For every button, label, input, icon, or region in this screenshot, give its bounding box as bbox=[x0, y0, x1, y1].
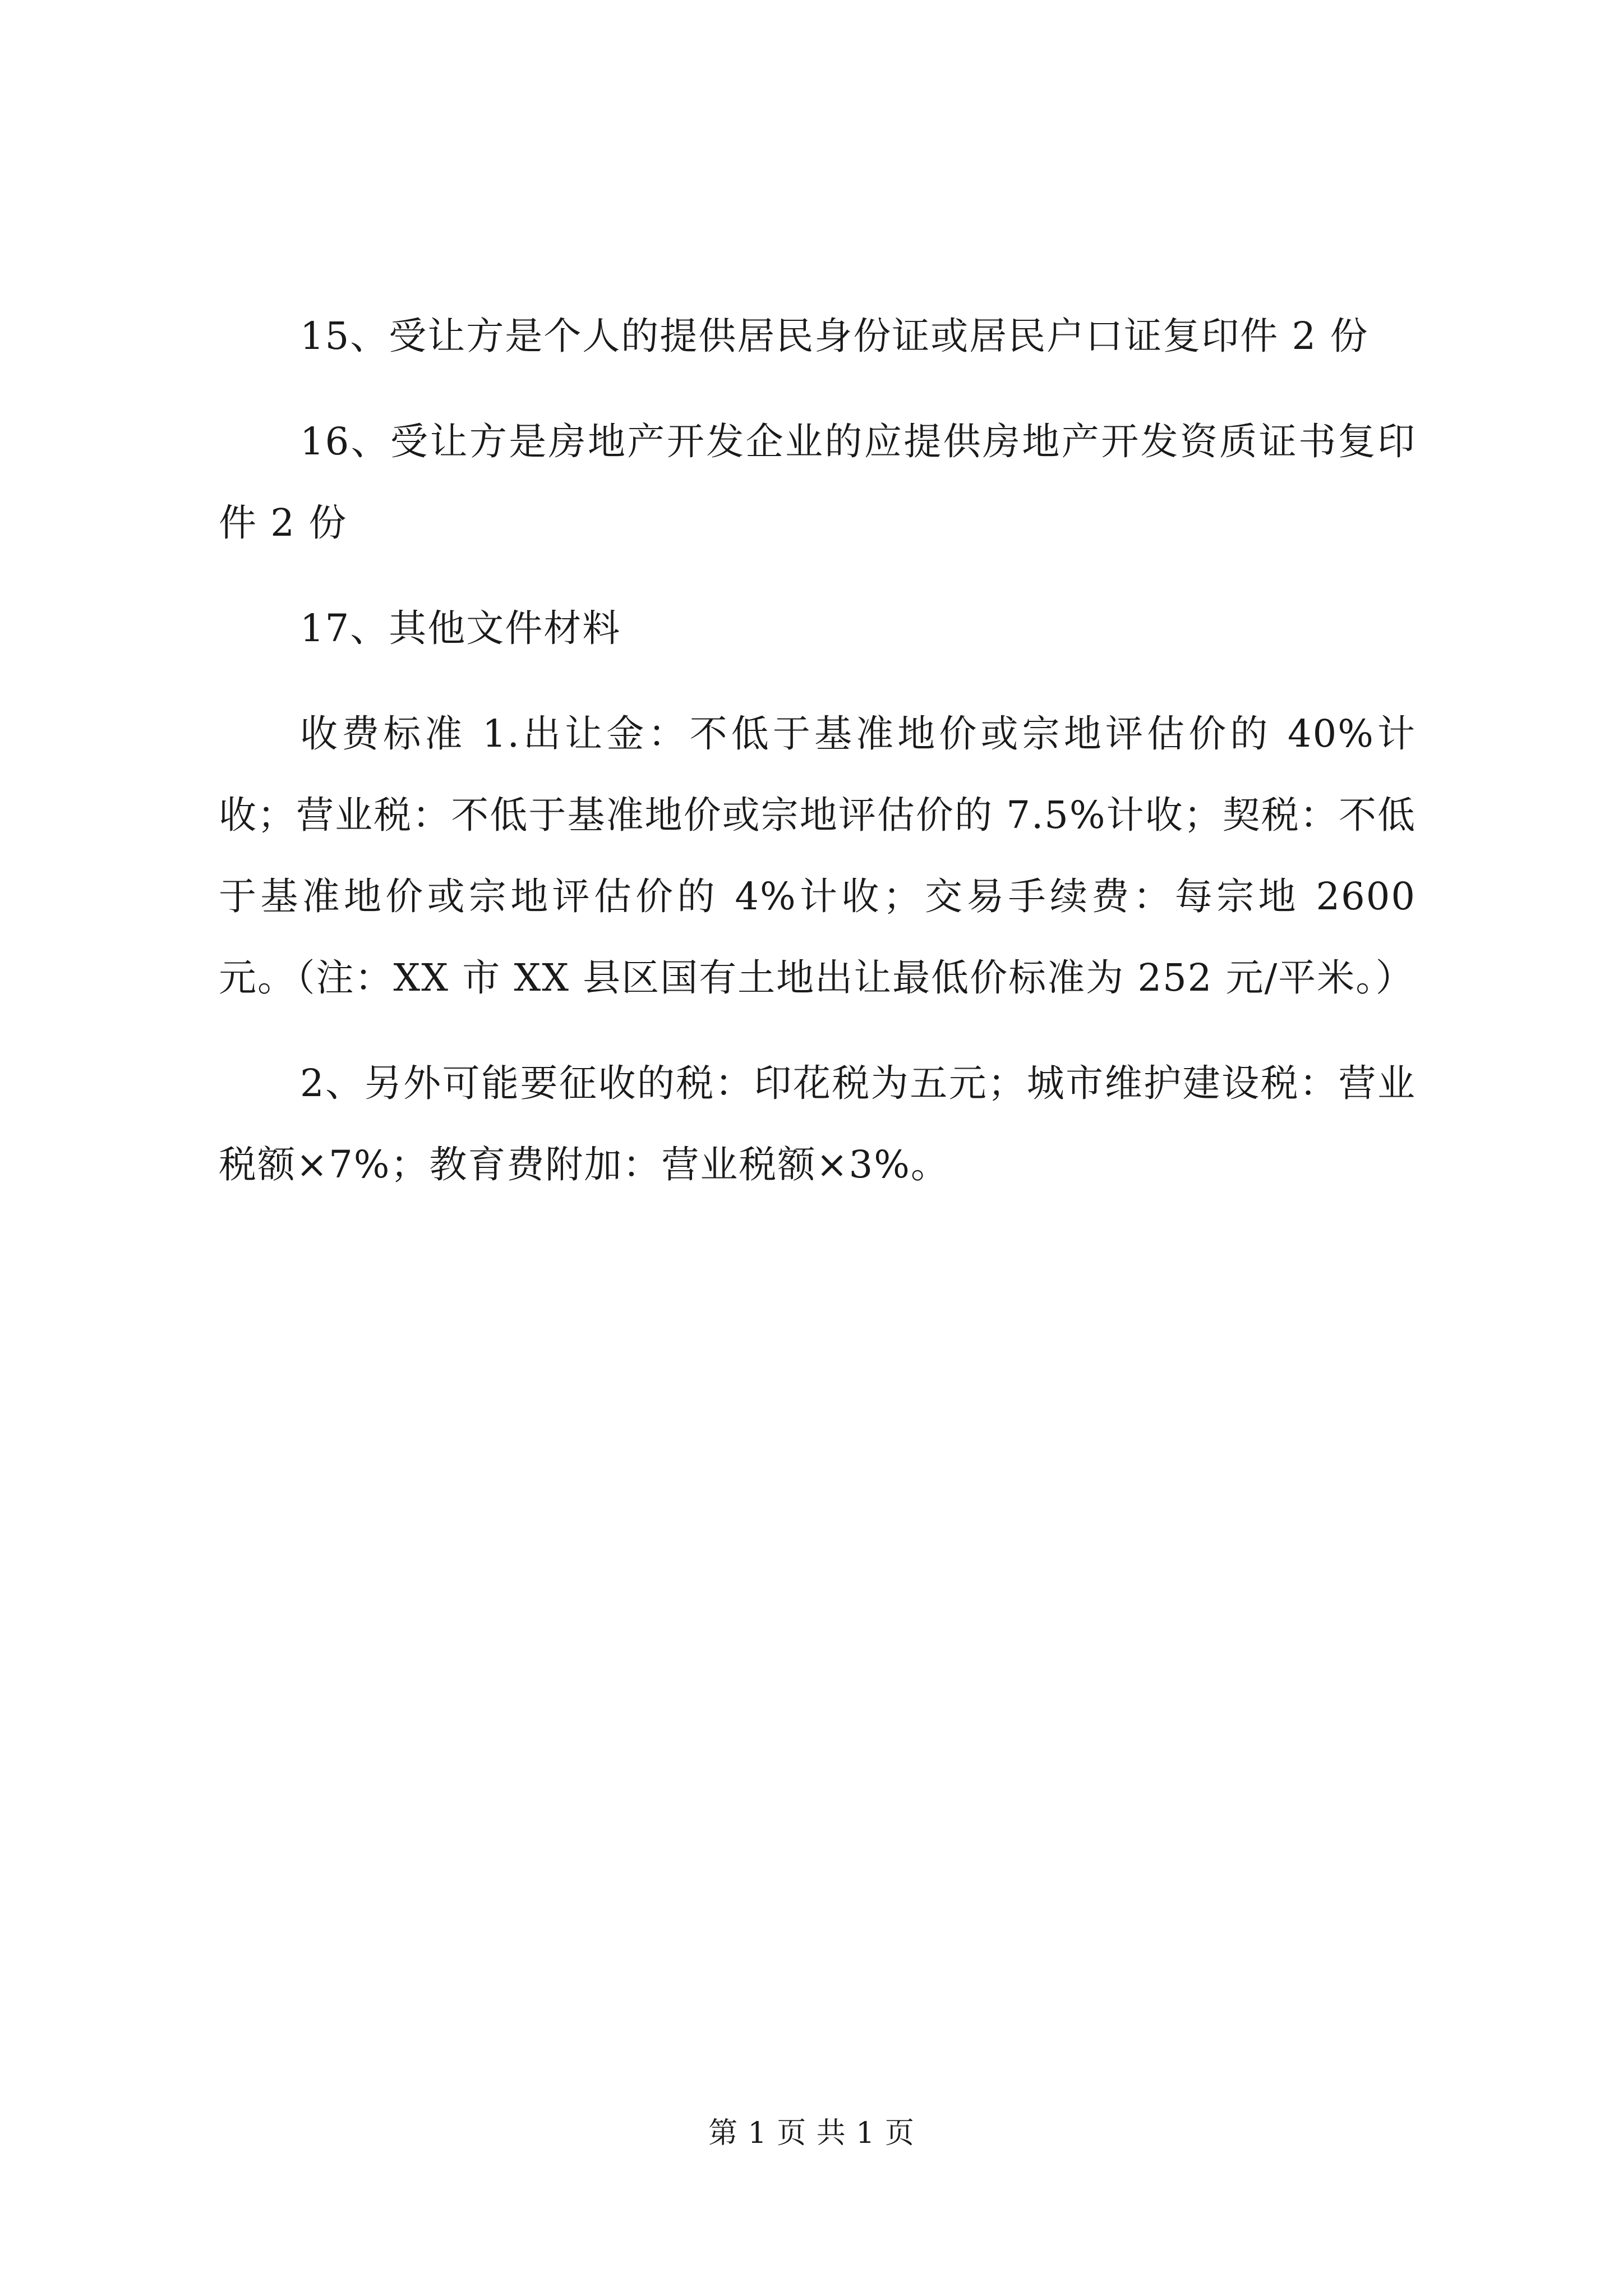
paragraph-item-15: 15、受让方是个人的提供居民身份证或居民户口证复印件 2 份 bbox=[300, 314, 1369, 358]
page-footer: 第 1 页 共 1 页 bbox=[708, 2116, 915, 2150]
paragraph-fee-standard: 收费标准 1.出让金：不低于基准地价或宗地评估价的 40%计收；营业税：不低于基准地价或宗地评估价的 7.5%计收；契税：不低于基准地价或宗地评估价的 4%计收；交易手续费：每宗地 2600 元。（注：XX 市 XX 县区国有土地出让最低价标准为 252 元/平米。） bbox=[219, 712, 1416, 1000]
paragraph-item-17: 17、其他文件材料 bbox=[300, 606, 621, 650]
paragraph-item-16: 16、受让方是房地产开发企业的应提供房地产开发资质证书复印件 2 份 bbox=[219, 420, 1416, 545]
document-body bbox=[219, 296, 1416, 1230]
paragraph-additional-taxes: 2、另外可能要征收的税：印花税为五元；城市维护建设税：营业税额×7%；教育费附加：营业税额×3%。 bbox=[219, 1061, 1416, 1186]
